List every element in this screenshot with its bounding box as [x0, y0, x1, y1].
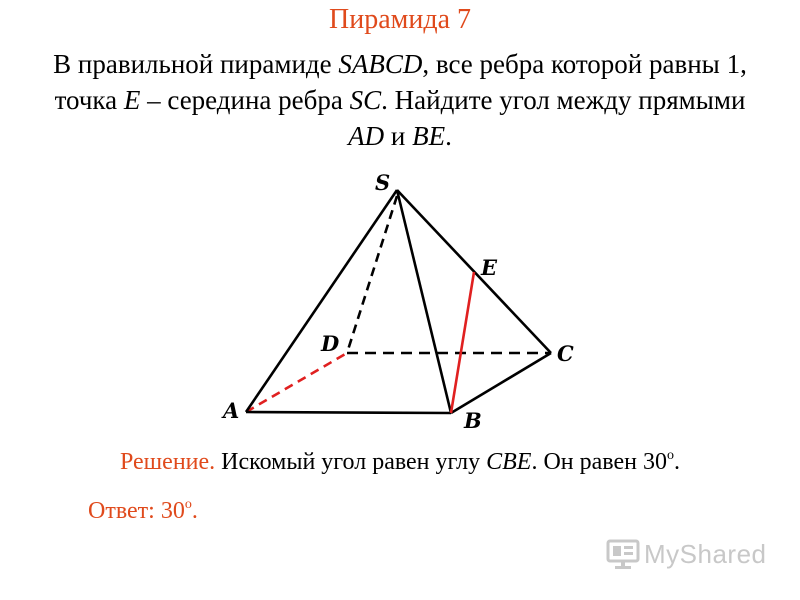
edge-sa: [246, 190, 397, 412]
logo-text: MyShared: [644, 538, 767, 569]
label-e: E: [481, 255, 498, 280]
solution-text-2: . Он равен 30: [531, 449, 667, 475]
label-s: S: [375, 170, 391, 195]
edge-sc: [397, 190, 551, 353]
answer-degree: o: [184, 497, 192, 512]
line-ad: AD: [348, 121, 385, 151]
answer-text: [88, 498, 198, 525]
problem-text-6: .: [445, 121, 452, 151]
label-a: A: [223, 398, 240, 423]
solution-text: [0, 449, 800, 476]
solution-text-1: Искомый угол равен углу: [215, 449, 487, 475]
edge-sb: [397, 190, 451, 413]
answer-label: Ответ: 30: [88, 498, 185, 524]
edge-ab: [246, 412, 451, 413]
answer-end: .: [191, 498, 198, 524]
problem-text-4: . Найдите угол между прямыми: [381, 85, 746, 115]
label-c: C: [557, 341, 574, 366]
problem-text-2: , все ребра которой равны 1, точка: [54, 49, 747, 115]
solution-label: Решение.: [120, 449, 216, 475]
label-d: D: [321, 331, 340, 356]
problem-text-1: В правильной пирамиде: [53, 49, 339, 79]
point-name: E: [123, 85, 141, 115]
line-be: BE: [412, 121, 446, 151]
problem-text-5: и: [384, 121, 413, 151]
edge-name: SC: [349, 85, 382, 115]
edge-bc: [451, 353, 551, 413]
solution-degree: o: [666, 448, 674, 463]
problem-text-3: – середина ребра: [140, 85, 350, 115]
segment-be: [451, 272, 474, 413]
edge-ad-hidden: [246, 353, 347, 412]
slide-title: Пирамида 7: [328, 4, 471, 35]
angle-name: CBE: [486, 449, 532, 475]
solution-text-3: .: [673, 449, 680, 475]
pyramid-name: SABCD: [338, 49, 423, 79]
watermark-logo: [606, 538, 767, 570]
label-b: B: [464, 408, 482, 433]
edge-sd-hidden: [347, 196, 397, 353]
presentation-screen-icon: [606, 538, 640, 570]
